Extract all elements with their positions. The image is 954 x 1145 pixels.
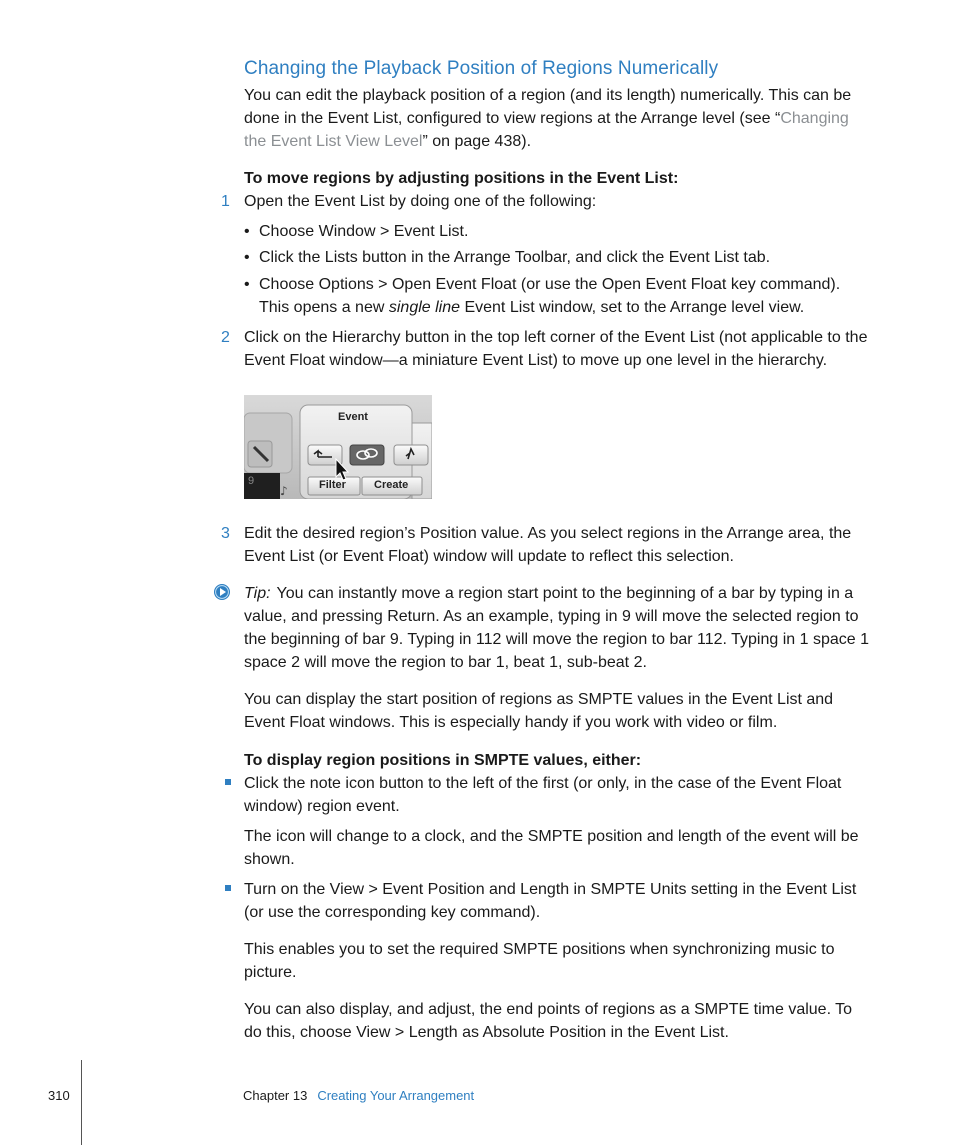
- track-number: 9: [248, 475, 255, 487]
- section-title: Changing the Playback Position of Regions Numerically: [244, 58, 719, 79]
- bullet-text: Choose Options > Open Event Float (or use the Open Event Float key command). This opens a new: [259, 276, 841, 316]
- task-heading-move-regions: To move regions by adjusting positions in the Event List:: [244, 170, 679, 187]
- task-heading-smpte: To display region positions in SMPTE values, either:: [244, 752, 642, 769]
- smpte-paragraph: You can display the start position of regions as SMPTE values in the Event List and Event Float windows. This is especially handy if you work with video or film.: [244, 691, 834, 731]
- intro-paragraph: [244, 84, 874, 153]
- bullet-marker: •: [244, 249, 250, 266]
- chapter-title-link[interactable]: Creating Your Arrangement: [317, 1088, 475, 1103]
- tip-paragraph: [244, 582, 874, 674]
- step-number: 1: [221, 193, 230, 210]
- step-number: 2: [221, 329, 230, 346]
- create-tab-label: Create: [374, 479, 409, 491]
- emphasis-text: single line: [388, 299, 461, 316]
- chapter-label: Chapter 13: [243, 1088, 308, 1103]
- step-number: 3: [221, 525, 230, 542]
- option-result: This enables you to set the required SMPTE positions when synchronizing music to picture.: [244, 941, 835, 981]
- tip-arrow-icon: [213, 583, 231, 601]
- option-result: The icon will change to a clock, and the SMPTE position and length of the event will be shown.: [244, 828, 859, 868]
- step-text: Click on the Hierarchy button in the top left corner of the Event List (not applicable to the Event Float window—a miniature Event List) to move up one level in the hierarchy.: [244, 329, 868, 369]
- intro-text-end: ” on page 438).: [422, 133, 532, 150]
- step-text: Open the Event List by doing one of the following:: [244, 193, 597, 210]
- footer-divider: [81, 1060, 82, 1145]
- tip-text: You can instantly move a region start point to the beginning of a bar by typing in a value, and pressing Return. As an example, typing in 9 will move the selected region to the beginning of bar 9. Typing in 112 will move the region to bar 112. Typing in 1 space 1 space 2 will move the region to bar 1, beat 1, sub-beat 2.: [244, 585, 870, 671]
- square-bullet: [225, 779, 231, 785]
- step-text: Edit the desired region’s Position value. As you select regions in the Arrange area, the Event List (or Event Float) window will update to reflect this selection.: [244, 525, 852, 565]
- bullet-marker: •: [244, 223, 250, 240]
- tip-label: Tip:: [244, 585, 271, 602]
- intro-text: You can edit the playback position of a region (and its length) numerically. This can be done in the Event List, configured to view regions at the Arrange level (see “: [244, 87, 852, 127]
- option-item: Turn on the View > Event Position and Length in SMPTE Units setting in the Event List (or use the corresponding key command).: [244, 881, 857, 921]
- closing-paragraph: You can also display, and adjust, the end points of regions as a SMPTE time value. To do this, choose View > Length as Absolute Position in the Event List.: [244, 1001, 853, 1041]
- event-list-toolbar-figure: [244, 395, 432, 499]
- event-tab-label: Event: [338, 411, 368, 423]
- svg-text:♪: ♪: [280, 484, 288, 498]
- bullet-item: Choose Window > Event List.: [259, 223, 469, 240]
- bullet-item: [259, 273, 874, 319]
- bullet-marker: •: [244, 276, 250, 293]
- bullet-text-end: Event List window, set to the Arrange level view.: [460, 299, 805, 316]
- cross-reference-link[interactable]: Changing the Event List View Level: [244, 110, 849, 150]
- bullet-item: Click the Lists button in the Arrange Toolbar, and click the Event List tab.: [259, 249, 771, 266]
- footer-chapter: [243, 1088, 474, 1103]
- filter-tab-label: Filter: [319, 479, 346, 491]
- square-bullet: [225, 885, 231, 891]
- option-item: Click the note icon button to the left of the first (or only, in the case of the Event Float window) region event.: [244, 775, 842, 815]
- page-number: 310: [48, 1088, 70, 1103]
